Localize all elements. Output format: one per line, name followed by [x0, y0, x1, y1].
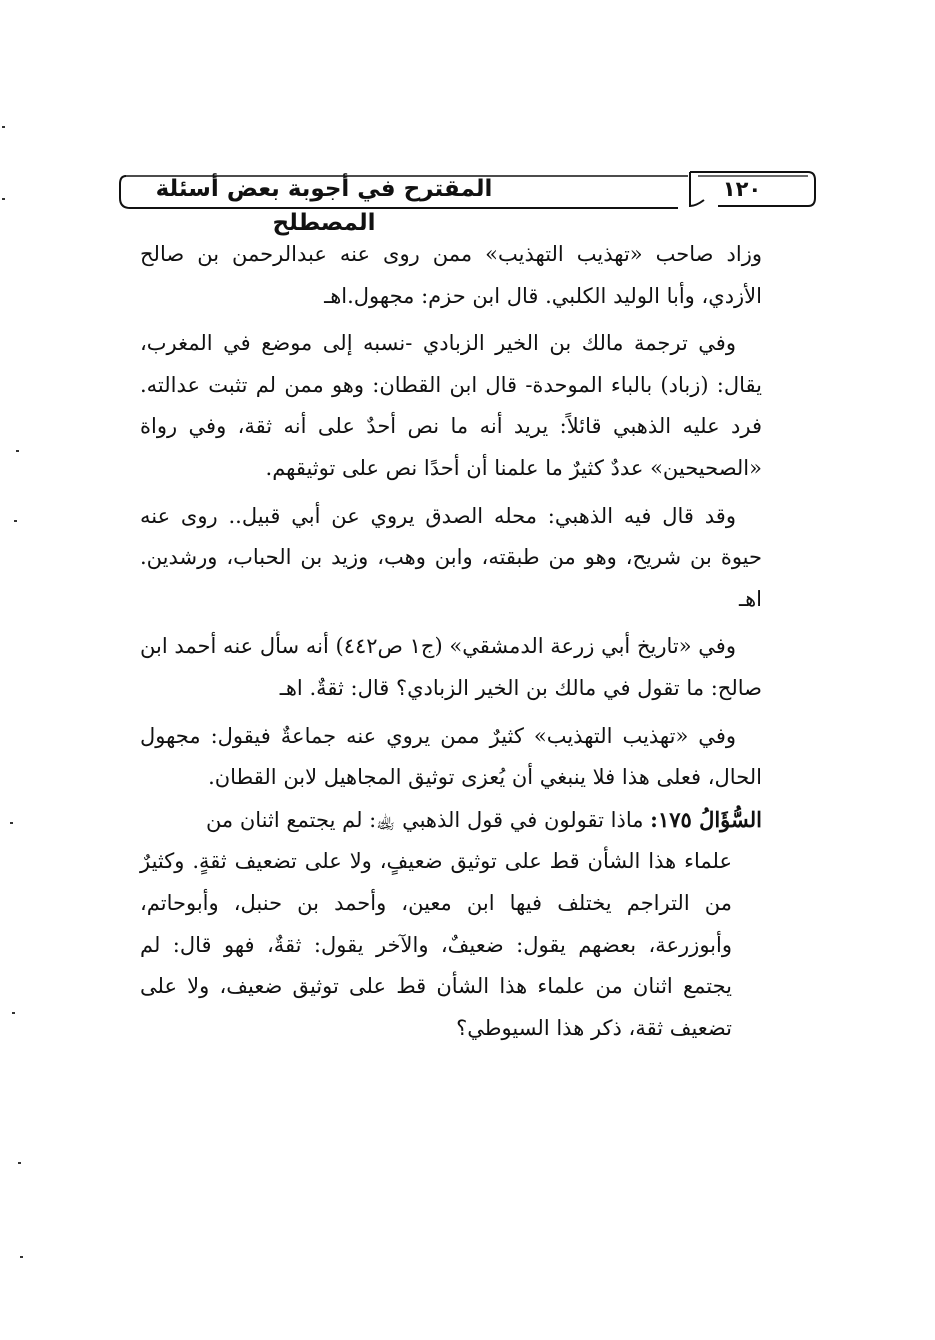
body-text — [140, 234, 762, 1049]
scan-speck — [2, 198, 5, 200]
scan-speck — [2, 126, 5, 128]
scan-speck — [16, 450, 19, 452]
paragraph-5: وفي «تهذيب التهذيب» كثيرٌ ممن يروي عنه جماعةٌ فيقول: مجهول الحال، فعلى هذا فلا ينبغي أن يُعزى توثيق المجاهيل لابن القطان. — [140, 723, 762, 790]
page-number: ١٢٠ — [722, 177, 762, 201]
scan-speck — [18, 1162, 21, 1164]
paragraph-2: وفي ترجمة مالك بن الخير الزبادي -نسبه إلى موضع في المغرب، يقال: (زباد) بالباء الموحدة- قال ابن القطان: وهو ممن لم تثبت عدالته. فرد عليه الذهبي قائلاً: يريد أنه ما نص أحدٌ على أنه ثقة، وفي رواة «الصحيحين» عددٌ كثيرٌ ما علمنا أن أحدًا نص على توثيقهم. — [140, 331, 762, 480]
paragraph-3: وقد قال فيه الذهبي: محله الصدق يروي عن أبي قبيل.. روى عنه حيوة بن شريح، وهو من طبقته، وابن وهب، وزيد بن الحباب، ورشدين. اهـ — [140, 503, 762, 611]
scan-speck — [14, 520, 17, 522]
paragraph-4: وفي «تاريخ أبي زرعة الدمشقي» (ج١ ص٤٤٢) أنه سأل عنه أحمد ابن صالح: ما تقول في مالك بن الخير الزبادي؟ قال: ثقةٌ. اهـ — [140, 634, 762, 700]
question-175 — [140, 799, 762, 842]
header-title: المقترح في أجوبة بعض أسئلة المصطلح — [155, 176, 493, 236]
paragraph-1: وزاد صاحب «تهذيب التهذيب» ممن روى عنه عبدالرحمن بن صالح الأزدي، وأبا الوليد الكلبي. قال ابن حزم: مجهول.اهـ — [140, 242, 762, 308]
question-label: السُّؤَالُ ١٧٥: — [650, 806, 762, 832]
question-first-line: ماذا تقولون في قول الذهبي ﵀: لم يجتمع اثنان من — [205, 807, 644, 832]
scan-speck — [12, 1012, 15, 1014]
running-header — [118, 170, 816, 236]
scan-speck — [20, 1256, 23, 1258]
question-continuation: علماء هذا الشأن قط على توثيق ضعيفٍ، ولا على تضعيف ثقةٍ. وكثيرٌ من التراجم يختلف فيها ابن معين، وأحمد بن حنبل، وأبوحاتم، وأبوزرعة، بعضهم يقول: ضعيفٌ، والآخر يقول: ثقةٌ، فهو قال: لم يجتمع اثنان من علماء هذا الشأن قط على توثيق ضعيف، ولا على تضعيف ثقة، ذكر هذا السيوطي؟ — [140, 849, 732, 1040]
scan-speck — [10, 822, 13, 824]
